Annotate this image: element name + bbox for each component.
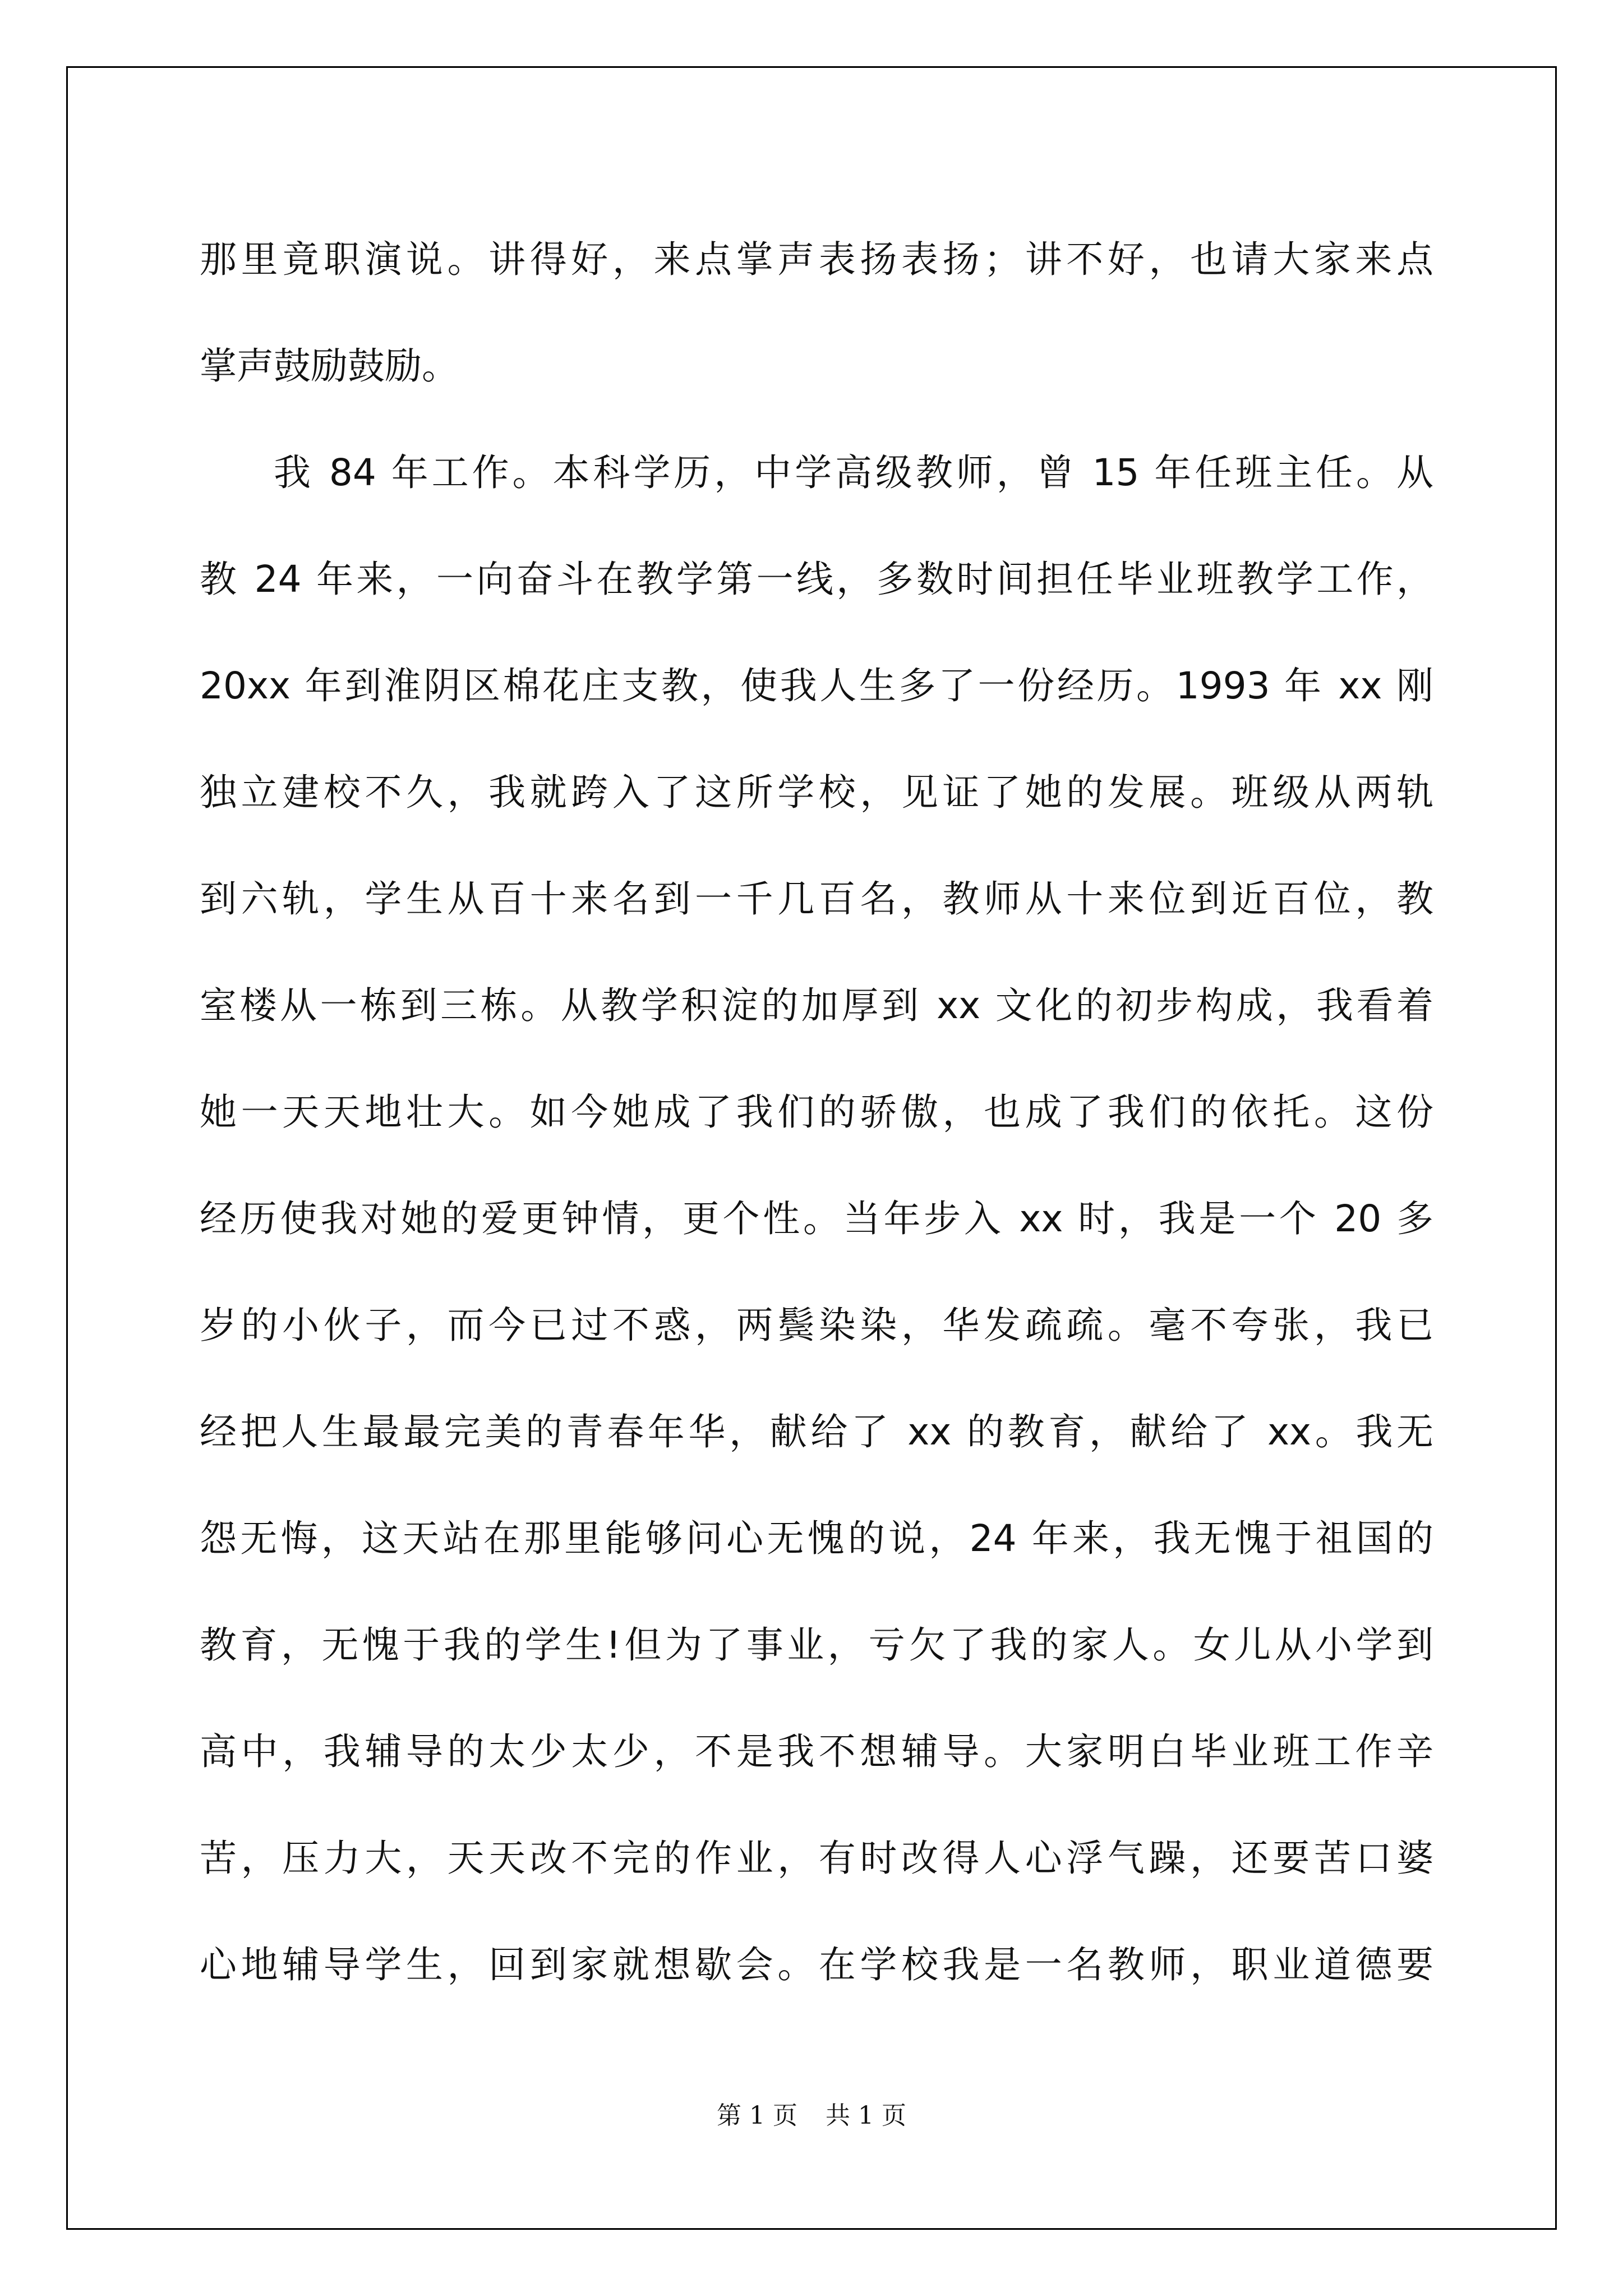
- text-line-7: 到六轨，学生从百十来名到一千几百名，教师从十来位到近百位，教: [200, 877, 1433, 921]
- text-line-3: 我 84 年工作。本科学历，中学高级教师，曾 15 年任班主任。从: [274, 451, 1433, 494]
- text-line-10: 经历使我对她的爱更钟情，更个性。当年步入 xx 时，我是一个 20 多: [200, 1197, 1433, 1240]
- text-line-12: 经把人生最最完美的青春年华，献给了 xx 的教育，献给了 xx。我无: [200, 1410, 1433, 1453]
- text-line-16: 苦，压力大，天天改不完的作业，有时改得人心浮气躁，还要苦口婆: [200, 1837, 1433, 1880]
- page-total: 共 1 页: [826, 2101, 906, 2130]
- text-line-17: 心地辅导学生，回到家就想歇会。在学校我是一名教师，职业道德要: [200, 1943, 1433, 1986]
- text-line-5: 20xx 年到淮阴区棉花庄支教，使我人生多了一份经历。1993 年 xx 刚: [200, 664, 1433, 707]
- text-line-9: 她一天天地壮大。如今她成了我们的骄傲，也成了我们的依托。这份: [200, 1091, 1433, 1134]
- document-body: [200, 206, 1433, 2018]
- text-line-14: 教育，无愧于我的学生!但为了事业，亏欠了我的家人。女儿从小学到: [200, 1623, 1433, 1667]
- text-line-4: 教 24 年来，一向奋斗在教学第一线，多数时间担任毕业班教学工作，: [200, 558, 1433, 601]
- text-line-1: 那里竟职演说。讲得好，来点掌声表扬表扬；讲不好，也请大家来点: [200, 238, 1433, 281]
- text-line-6: 独立建校不久，我就跨入了这所学校，见证了她的发展。班级从两轨: [200, 771, 1433, 814]
- text-line-13: 怨无悔，这天站在那里能够问心无愧的说，24 年来，我无愧于祖国的: [200, 1517, 1433, 1560]
- text-line-15: 高中，我辅导的太少太少，不是我不想辅导。大家明白毕业班工作辛: [200, 1730, 1433, 1773]
- page-number: 第 1 页: [717, 2101, 797, 2130]
- text-line-8: 室楼从一栋到三栋。从教学积淀的加厚到 xx 文化的初步构成，我看着: [200, 984, 1433, 1027]
- page-footer: [0, 2095, 1623, 2131]
- text-line-11: 岁的小伙子，而今已过不惑，两鬓染染，华发疏疏。毫不夸张，我已: [200, 1304, 1433, 1347]
- text-line-2: 掌声鼓励鼓励。: [200, 344, 459, 388]
